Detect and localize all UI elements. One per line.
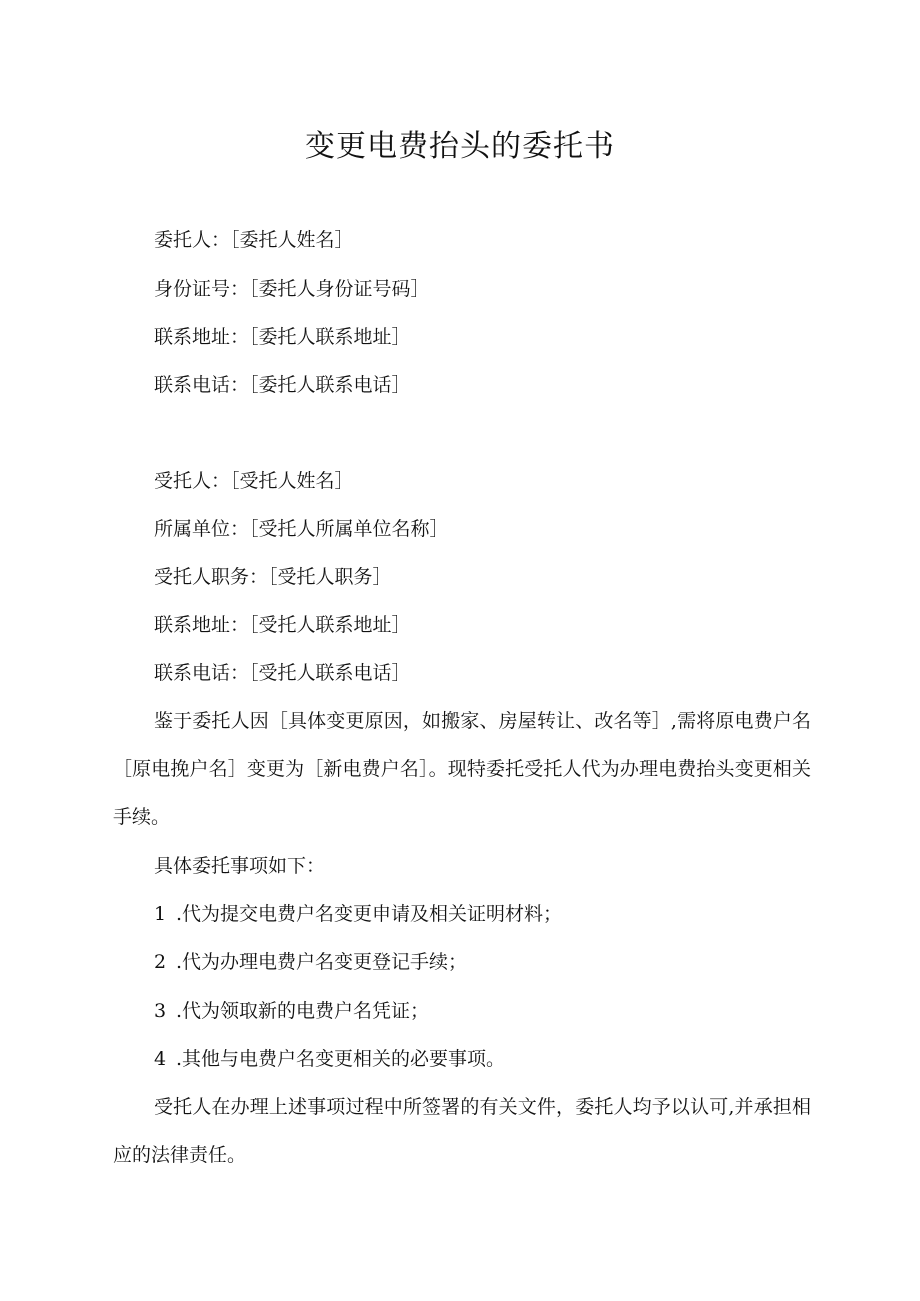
list-item-number: 3 [154, 1000, 167, 1022]
list-item-text: .代为领取新的电费户名凭证； [176, 1000, 430, 1022]
closing-paragraph: 受托人在办理上述事项过程中所签署的有关文件，委托人均予以认可,并承担相应的法律责任。 [113, 1096, 811, 1166]
list-item-number: 1 [154, 903, 167, 925]
agent-position-line: 受托人职务：［受托人职务］ [154, 566, 392, 588]
list-item-text: .代为办理电费户名变更登记手续； [176, 951, 468, 973]
list-item-text: .代为提交电费户名变更申请及相关证明材料； [176, 903, 563, 925]
principal-address-line: 联系地址：［委托人联系地址］ [154, 326, 411, 348]
list-item-number: 2 [154, 951, 167, 973]
principal-id-line: 身份证号：［委托人身份证号码］ [154, 278, 430, 300]
list-item [154, 900, 562, 928]
list-item-number: 4 [154, 1048, 167, 1070]
principal-phone-line: 联系电话：［委托人联系电话］ [154, 374, 411, 396]
list-item [154, 997, 429, 1025]
principal-name-line: 委托人：［委托人姓名］ [154, 229, 354, 251]
agent-unit-line: 所属单位：［受托人所属单位名称］ [154, 518, 449, 540]
agent-name-line: 受托人：［受托人姓名］ [154, 470, 354, 492]
agent-address-line: 联系地址：［受托人联系地址］ [154, 614, 411, 636]
items-heading: 具体委托事项如下： [154, 855, 326, 877]
list-item-text: .其他与电费户名变更相关的必要事项。 [176, 1048, 506, 1070]
list-item [154, 1045, 505, 1073]
list-item [154, 948, 467, 976]
agent-phone-line: 联系电话：［受托人联系电话］ [154, 662, 411, 684]
document-title: 变更电费抬头的委托书 [305, 129, 615, 164]
intro-paragraph: 鉴于委托人因［具体变更原因，如搬家、房屋转让、改名等］,需将原电费户名［原电挽户名］变更为［新电费户名］。现特委托受托人代为办理电费抬头变更相关手续。 [113, 710, 811, 828]
